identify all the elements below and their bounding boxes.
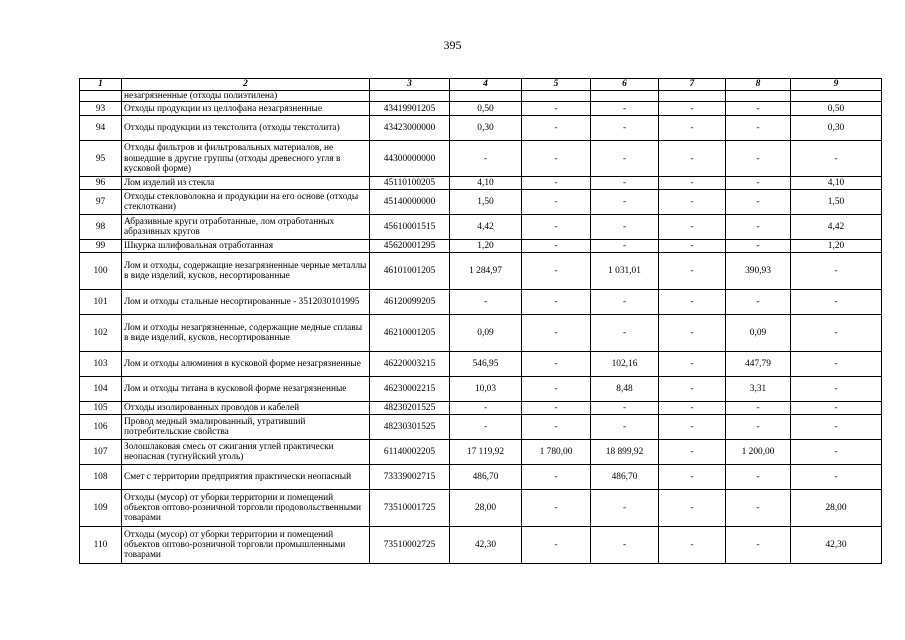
value-col-4: 42,30 [450,527,522,564]
table-row [80,190,882,215]
value-col-5: - [522,141,591,177]
row-number [80,91,122,102]
value-col-8: - [726,402,791,415]
waste-name: Шкурка шлифовальная отработанная [122,240,370,253]
value-col-9: - [791,415,882,440]
value-col-4: - [450,402,522,415]
table-row [80,240,882,253]
value-col-6: - [591,215,659,240]
value-col-6: 1 031,01 [591,253,659,290]
value-col-8: - [726,290,791,315]
table-row [80,290,882,315]
waste-name: Лом и отходы незагрязненные, содержащие медные сплавы в виде изделий, кусков, несортированные [122,315,370,352]
value-col-8: - [726,116,791,141]
value-col-8: 1 200,00 [726,440,791,465]
value-col-5: - [522,352,591,377]
row-number: 95 [80,141,122,177]
waste-name: Лом и отходы, содержащие незагрязненные черные металлы в виде изделий, кусков, несортированные [122,253,370,290]
value-col-9: 0,30 [791,116,882,141]
value-col-4: 4,10 [450,177,522,190]
value-col-4: 0,09 [450,315,522,352]
row-number: 107 [80,440,122,465]
table-row [80,527,882,564]
value-col-7: - [659,440,726,465]
table-row [80,440,882,465]
row-number: 99 [80,240,122,253]
value-col-9: - [791,465,882,490]
waste-code: 46230002215 [370,377,450,402]
value-col-4: 17 119,92 [450,440,522,465]
value-col-5: - [522,377,591,402]
table-row [80,465,882,490]
value-col-9: - [791,290,882,315]
row-number: 108 [80,465,122,490]
table-row [80,402,882,415]
waste-code: 45110100205 [370,177,450,190]
value-col-6: 8,48 [591,377,659,402]
value-col-7: - [659,402,726,415]
value-col-7: - [659,240,726,253]
value-col-9: 0,50 [791,102,882,116]
value-col-8: - [726,215,791,240]
value-col-8: - [726,177,791,190]
waste-code: 48230201525 [370,402,450,415]
value-col-6: - [591,240,659,253]
value-col-4: 1,50 [450,190,522,215]
value-col-7: - [659,116,726,141]
value-col-7: - [659,490,726,527]
value-col-5: - [522,490,591,527]
waste-name: Лом и отходы стальные несортированные - 3512030101995 [122,290,370,315]
value-col-4: 1,20 [450,240,522,253]
value-col-6: 102,16 [591,352,659,377]
waste-code: 61140002205 [370,440,450,465]
value-col-9: 1,20 [791,240,882,253]
value-col-4: 486,70 [450,465,522,490]
value-col-5: - [522,177,591,190]
value-col-5: - [522,240,591,253]
value-col-6: - [591,116,659,141]
header-cell: 9 [791,79,882,91]
row-number: 106 [80,415,122,440]
waste-code: 48230301525 [370,415,450,440]
value-col-9: 4,42 [791,215,882,240]
page-number: 395 [443,38,462,52]
table-row [80,141,882,177]
header-cell: 7 [659,79,726,91]
table-row [80,415,882,440]
waste-code: 43423000000 [370,116,450,141]
value-col-6: 486,70 [591,465,659,490]
waste-code: 45610001515 [370,215,450,240]
value-col-9: - [791,253,882,290]
waste-name: Абразивные круги отработанные, лом отработанных абразивных кругов [122,215,370,240]
header-cell: 1 [80,79,122,91]
table-row [80,177,882,190]
value-col-8: 390,93 [726,253,791,290]
value-col-4: 0,50 [450,102,522,116]
value-col-5: - [522,116,591,141]
value-col-6: - [591,102,659,116]
waste-name: Отходы (мусор) от уборки территории и помещений объектов оптово-розничной торговли промышленными товарами [122,527,370,564]
row-number: 98 [80,215,122,240]
header-row [80,79,882,91]
value-col-8: - [726,102,791,116]
waste-name: Отходы продукции из целлофана незагрязненные [122,102,370,116]
value-col-7: - [659,465,726,490]
value-col-5: 1 780,00 [522,440,591,465]
value-col-6: - [591,177,659,190]
table-body [80,91,882,564]
value-col-6: - [591,527,659,564]
value-col-9: - [791,315,882,352]
row-number: 102 [80,315,122,352]
waste-code: 46220003215 [370,352,450,377]
waste-name: Отходы фильтров и фильтровальных материалов, не вошедшие в другие группы (отходы древесного угля в кусковой форме) [122,141,370,177]
waste-name: Лом и отходы алюминия в кусковой форме незагрязненные [122,352,370,377]
waste-code: 45140000000 [370,190,450,215]
waste-code: 73510002725 [370,527,450,564]
table-row [80,102,882,116]
value-col-4: 0,30 [450,116,522,141]
value-col-4: 4,42 [450,215,522,240]
value-col-5: - [522,190,591,215]
value-col-4: 1 284,97 [450,253,522,290]
value-col-8: - [726,141,791,177]
value-col-5: - [522,315,591,352]
waste-name: Отходы изолированных проводов и кабелей [122,402,370,415]
value-col-9: - [791,440,882,465]
row-number: 93 [80,102,122,116]
value-col-6: - [591,490,659,527]
waste-name: Смет с территории предприятия практически неопасный [122,465,370,490]
row-number: 104 [80,377,122,402]
value-col-7: - [659,352,726,377]
value-col-6: - [591,415,659,440]
waste-name: Отходы продукции из текстолита (отходы текстолита) [122,116,370,141]
value-col-6 [591,91,659,102]
waste-code: 46120099205 [370,290,450,315]
header-cell: 5 [522,79,591,91]
waste-name: Провод медный эмалированный, утративший потребительские свойства [122,415,370,440]
row-number: 101 [80,290,122,315]
value-col-6: - [591,290,659,315]
value-col-7: - [659,215,726,240]
value-col-7: - [659,253,726,290]
table-row [80,253,882,290]
header-cell: 8 [726,79,791,91]
value-col-5: - [522,527,591,564]
value-col-5: - [522,253,591,290]
value-col-8: 0,09 [726,315,791,352]
waste-code: 46210001205 [370,315,450,352]
value-col-7 [659,91,726,102]
value-col-8: - [726,527,791,564]
value-col-4: 28,00 [450,490,522,527]
value-col-6: 18 899,92 [591,440,659,465]
value-col-9: - [791,377,882,402]
waste-name: Золошлаковая смесь от сжигания углей практически неопасная (тугнуйский уголь) [122,440,370,465]
waste-code: 73510001725 [370,490,450,527]
value-col-5: - [522,415,591,440]
waste-code: 45620001295 [370,240,450,253]
header-cell: 2 [122,79,370,91]
header-cell: 3 [370,79,450,91]
table-row [80,91,882,102]
waste-table [79,78,882,564]
value-col-4: - [450,290,522,315]
value-col-8: 3,31 [726,377,791,402]
value-col-5: - [522,215,591,240]
value-col-8: - [726,415,791,440]
waste-name: Отходы (мусор) от уборки территории и помещений объектов оптово-розничной торговли продовольственными товарами [122,490,370,527]
value-col-7: - [659,290,726,315]
value-col-6: - [591,402,659,415]
value-col-7: - [659,415,726,440]
row-number: 105 [80,402,122,415]
value-col-7: - [659,377,726,402]
value-col-4: - [450,141,522,177]
value-col-6: - [591,141,659,177]
value-col-4: - [450,415,522,440]
value-col-5: - [522,465,591,490]
value-col-9: 42,30 [791,527,882,564]
header-cell: 6 [591,79,659,91]
waste-code: 46101001205 [370,253,450,290]
waste-code: 43419901205 [370,102,450,116]
value-col-9: - [791,352,882,377]
waste-code [370,91,450,102]
value-col-6: - [591,190,659,215]
value-col-7: - [659,102,726,116]
table-row [80,490,882,527]
value-col-7: - [659,141,726,177]
value-col-6: - [591,315,659,352]
value-col-9: 1,50 [791,190,882,215]
table-row [80,215,882,240]
value-col-9 [791,91,882,102]
table-row [80,352,882,377]
value-col-5: - [522,102,591,116]
row-number: 103 [80,352,122,377]
value-col-9: 28,00 [791,490,882,527]
row-number: 97 [80,190,122,215]
value-col-5: - [522,290,591,315]
row-number: 94 [80,116,122,141]
table-row [80,315,882,352]
value-col-8: - [726,190,791,215]
value-col-5 [522,91,591,102]
row-number: 100 [80,253,122,290]
value-col-9: - [791,141,882,177]
value-col-7: - [659,177,726,190]
value-col-8 [726,91,791,102]
waste-name: Лом и отходы титана в кусковой форме незагрязненные [122,377,370,402]
value-col-4: 10,03 [450,377,522,402]
value-col-7: - [659,190,726,215]
waste-name: Лом изделий из стекла [122,177,370,190]
value-col-8: 447,79 [726,352,791,377]
value-col-8: - [726,490,791,527]
row-number: 110 [80,527,122,564]
value-col-5: - [522,402,591,415]
waste-name: незагрязненные (отходы полиэтилена) [122,91,370,102]
value-col-8: - [726,465,791,490]
value-col-8: - [726,240,791,253]
header-cell: 4 [450,79,522,91]
table-row [80,116,882,141]
waste-name: Отходы стекловолокна и продукции на его основе (отходы стеклоткани) [122,190,370,215]
row-number: 96 [80,177,122,190]
value-col-4: 546,95 [450,352,522,377]
value-col-4 [450,91,522,102]
value-col-7: - [659,527,726,564]
waste-code: 73339002715 [370,465,450,490]
value-col-9: 4,10 [791,177,882,190]
waste-code: 44300000000 [370,141,450,177]
row-number: 109 [80,490,122,527]
table-row [80,377,882,402]
value-col-9: - [791,402,882,415]
value-col-7: - [659,315,726,352]
